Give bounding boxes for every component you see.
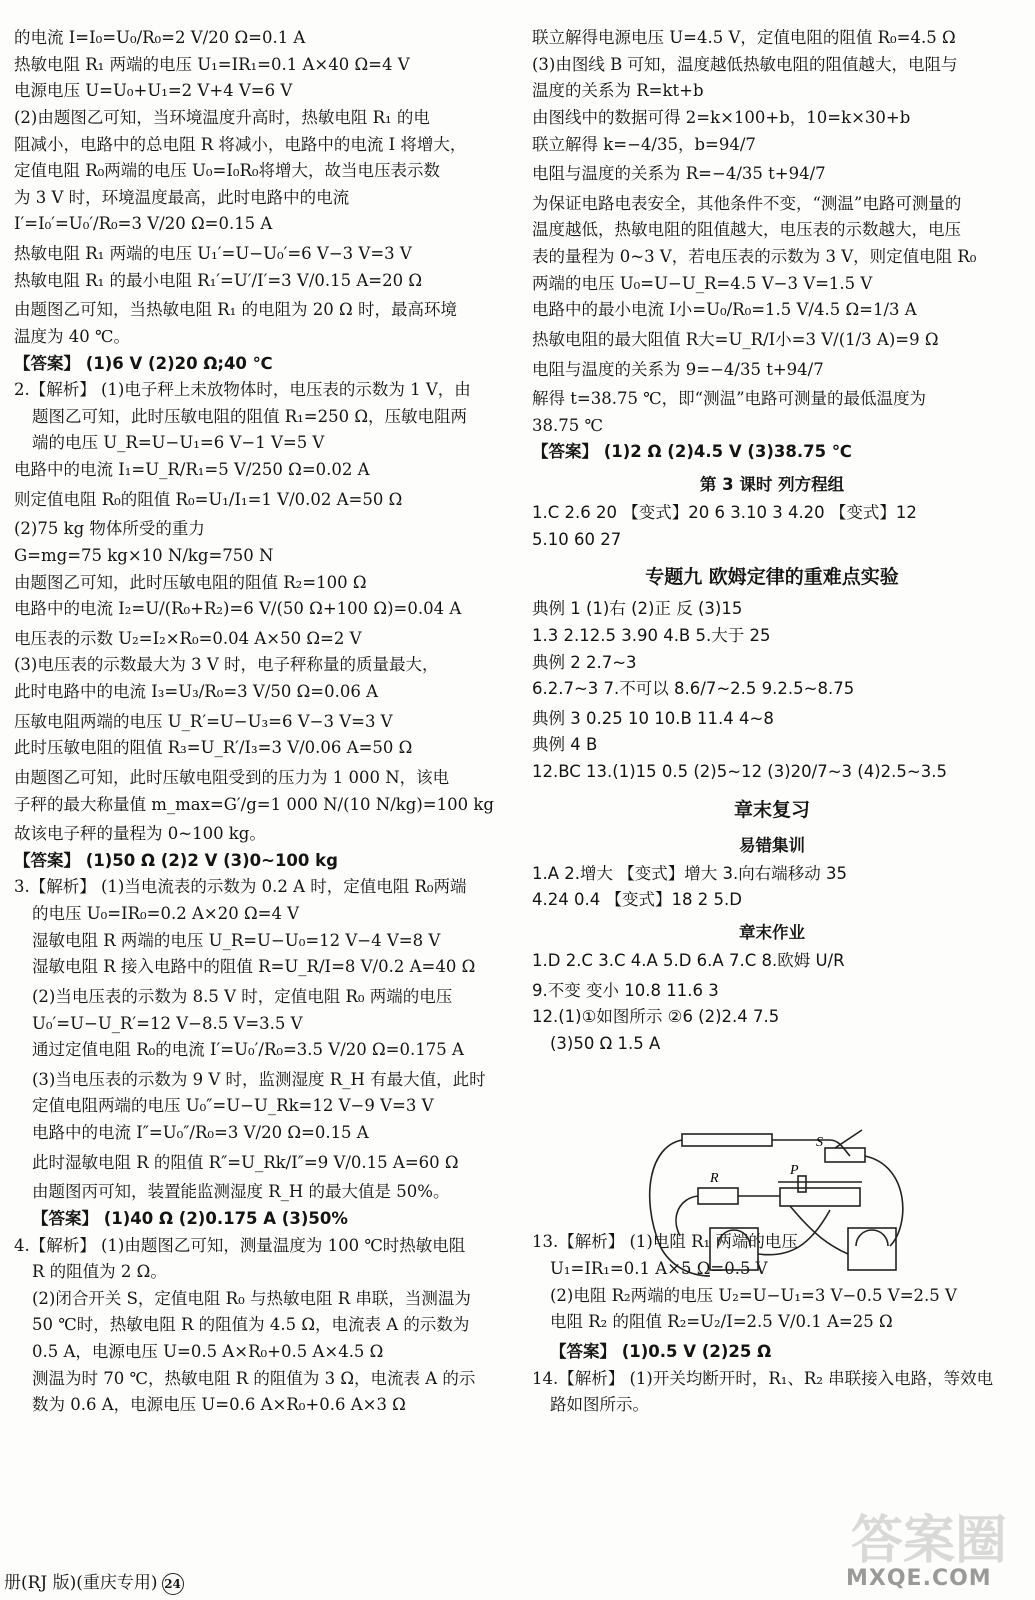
section-heading: 第 3 课时 列方程组 <box>699 475 845 494</box>
text-line: (2)由题图乙可知，当环境温度升高时，热敏电阻 R₁ 的电 <box>14 107 430 127</box>
question-line: 2.【解析】 (1)电子秤上未放物体时，电压表的示数为 1 V，由 <box>14 380 471 400</box>
answer-line: 【答案】 (1)40 Ω (2)0.175 A (3)50% <box>32 1208 348 1228</box>
text-line: 0.5 A，电源电压 U=0.5 A×R₀+0.5 A×4.5 Ω <box>32 1342 384 1361</box>
text-line: 湿敏电阻 R 两端的电压 U_R=U−U₀=12 V−4 V=8 V <box>32 930 441 950</box>
text-line: 温度为 40 ℃。 <box>14 326 130 346</box>
text-line: 由题图乙可知，当热敏电阻 R₁ 的电阻为 20 Ω 时，最高环境 <box>14 300 457 320</box>
subsection-heading: 章末作业 <box>739 922 805 942</box>
circuit-figure <box>640 1126 920 1286</box>
text-line: 热敏电阻 R₁ 两端的电压 U₁′=U−U₀′=6 V−3 V=3 V <box>14 244 412 263</box>
text-line: 子秤的最大称量值 m_max=G′/g=1 000 N/(10 N/kg)=100 kg <box>14 794 494 814</box>
text-line: 电路中的最小电流 I小=U₀/R₀=1.5 V/4.5 Ω=1/3 A <box>532 300 917 320</box>
subsection-heading: 易错集训 <box>739 835 805 855</box>
text-line: 湿敏电阻 R 接入电路中的阻值 R=U_R/I=8 V/0.2 A=40 Ω <box>32 957 476 977</box>
text-line: 此时湿敏电阻 R 的阻值 R″=U_Rk/I″=9 V/0.15 A=60 Ω <box>32 1152 459 1172</box>
text-line: U₁=IR₁=0.1 A×5 Ω=0.5 V <box>550 1259 768 1278</box>
slider-label: P <box>790 1163 799 1178</box>
answer-key-line: 1.D 2.C 3.C 4.A 5.D 6.A 7.C 8.欧姆 U/R <box>532 950 845 970</box>
text-line: 电阻与温度的关系为 9=−4/35 t+94/7 <box>532 359 824 379</box>
resistor-label: R <box>710 1171 719 1186</box>
answer-key-line: 5.10 60 27 <box>532 529 622 549</box>
text-line: 温度越低，热敏电阻的阻值越大，电压表的示数越大，电压 <box>532 220 961 240</box>
text-line: I′=I₀′=U₀′/R₀=3 V/20 Ω=0.15 A <box>14 214 273 234</box>
text-line: 数为 0.6 A，电源电压 U=0.6 A×R₀+0.6 A×3 Ω <box>32 1395 406 1415</box>
wire <box>758 1210 830 1255</box>
answer-key-line: 典例 1 (1)右 (2)正 反 (3)15 <box>532 599 743 619</box>
text-line: 此时电路中的电流 I₃=U₃/R₀=3 V/50 Ω=0.06 A <box>14 682 379 701</box>
answer-key-line: 9.不变 变小 10.8 11.6 3 <box>532 980 719 1000</box>
text-line: R 的阻值为 2 Ω。 <box>32 1262 167 1282</box>
text-line: 的电流 I=I₀=U₀/R₀=2 V/20 Ω=0.1 A <box>14 28 306 47</box>
text-line: 通过定值电阻 R₀的电流 I′=U₀′/R₀=3.5 V/20 Ω=0.175 A <box>32 1040 464 1060</box>
text-line: 此时压敏电阻的阻值 R₃=U_R′/I₃=3 V/0.06 A=50 Ω <box>14 738 413 758</box>
text-line: 阻减小，电路中的总电阻 R 将减小，电路中的电流 I 将增大， <box>14 134 467 154</box>
text-line: 表的量程为 0~3 V，若电压表的示数为 3 V，则定值电阻 R₀ <box>532 247 977 266</box>
answer-key-line: 1.A 2.增大 【变式】增大 3.向右端移动 35 <box>532 863 847 883</box>
text-line: 的电压 U₀=IR₀=0.2 A×20 Ω=4 V <box>32 904 300 923</box>
text-line: 则定值电阻 R₀的阻值 R₀=U₁/I₁=1 V/0.02 A=50 Ω <box>14 489 403 509</box>
text-line: 为 3 V 时，环境温度最高，此时电路中的电流 <box>14 187 350 207</box>
text-line: (2)当电压表的示数为 8.5 V 时，定值电阻 R₀ 两端的电压 <box>32 986 453 1006</box>
text-line: 路如图所示。 <box>550 1395 649 1415</box>
section-heading: 章末复习 <box>733 798 810 821</box>
answer-key-line: 12.BC 13.(1)15 0.5 (2)5~12 (3)20/7~3 (4)2.5~3.5 <box>532 762 947 781</box>
text-line: 温度的关系为 R=kt+b <box>532 81 704 101</box>
answer-line: 【答案】 (1)50 Ω (2)2 V (3)0~100 kg <box>14 850 338 870</box>
answer-key-line: (3)50 Ω 1.5 A <box>550 1033 661 1053</box>
text-line: 两端的电压 U₀=U−U_R=4.5 V−3 V=1.5 V <box>532 273 873 293</box>
section-heading: 专题九 欧姆定律的重难点实验 <box>645 566 899 589</box>
left-column <box>14 28 509 1422</box>
text-line: 电阻 R₂ 的阻值 R₂=U₂/I=2.5 V/0.1 A=25 Ω <box>550 1312 893 1332</box>
question-line: 14.【解析】 (1)开关均断开时，R₁、R₂ 串联接入电路，等效电 <box>532 1368 994 1388</box>
text-line: 电路中的电流 I″=U₀″/R₀=3 V/20 Ω=0.15 A <box>32 1123 369 1142</box>
question-line: 13.【解析】 (1)电阻 R₁ 两端的电压 <box>532 1232 798 1252</box>
page-number: 24 <box>162 1573 184 1595</box>
watermark-url: MXQE.COM <box>846 1566 992 1591</box>
ammeter <box>710 1228 758 1270</box>
text-line: 定值电阻 R₀两端的电压 U₀=I₀R₀将增大，故当电压表示数 <box>14 161 441 181</box>
answer-key-line: 典例 4 B <box>532 735 598 755</box>
rheostat <box>780 1188 860 1206</box>
text-line: 故该电子秤的量程为 0~100 kg。 <box>14 824 266 844</box>
text-line: (2)闭合开关 S，定值电阻 R₀ 与热敏电阻 R 串联，当测温为 <box>32 1288 471 1308</box>
text-line: U₀′=U−U_R′=12 V−8.5 V=3.5 V <box>32 1013 303 1033</box>
text-line: 解得 t=38.75 ℃，即“测温”电路可测量的最低温度为 <box>532 389 927 409</box>
text-line: 38.75 ℃ <box>532 415 603 435</box>
voltmeter <box>848 1228 896 1270</box>
answer-key-line: 6.2.7~3 7.不可以 8.6/7~2.5 9.2.5~8.75 <box>532 679 855 699</box>
text-line: 热敏电阻 R₁ 的最小电阻 R₁′=U′/I′=3 V/0.15 A=20 Ω <box>14 270 423 290</box>
switch-label: S <box>816 1135 823 1150</box>
answer-key-line: 1.3 2.12.5 3.90 4.B 5.大于 25 <box>532 625 771 645</box>
text-line: 电压表的示数 U₂=I₂×R₀=0.04 A×50 Ω=2 V <box>14 628 362 648</box>
text-line: 热敏电阻 R₁ 两端的电压 U₁=IR₁=0.1 A×40 Ω=4 V <box>14 54 410 74</box>
text-line: 电阻与温度的关系为 R=−4/35 t+94/7 <box>532 164 826 184</box>
question-line: 4.【解析】 (1)由题图乙可知，测量温度为 100 ℃时热敏电阻 <box>14 1235 466 1255</box>
text-line: 联立解得电源电压 U=4.5 V，定值电阻的阻值 R₀=4.5 Ω <box>532 28 956 47</box>
text-line: 热敏电阻的最大阻值 R大=U_R/I小=3 V/(1/3 A)=9 Ω <box>532 329 939 349</box>
resistor-r <box>698 1188 738 1204</box>
answer-key-line: 典例 3 0.25 10 10.B 11.4 4~8 <box>532 708 774 728</box>
answer-key-line: 4.24 0.4 【变式】18 2 5.D <box>532 890 742 910</box>
battery-pack <box>682 1134 772 1146</box>
text-line: 50 ℃时，热敏电阻 R 的阻值为 4.5 Ω，电流表 A 的示数为 <box>32 1315 470 1335</box>
text-line: 为保证电路电表安全，其他条件不变，“测温”电路可测量的 <box>532 193 962 213</box>
watermark-text: 答案圈 <box>851 1511 1008 1571</box>
text-line: (2)电阻 R₂两端的电压 U₂=U−U₁=3 V−0.5 V=2.5 V <box>550 1285 957 1305</box>
page-footer <box>4 1568 184 1595</box>
rheostat-slider <box>798 1176 806 1192</box>
text-line: 由题图乙可知，此时压敏电阻的阻值 R₂=100 Ω <box>14 572 367 592</box>
question-line: 3.【解析】 (1)当电流表的示数为 0.2 A 时，定值电阻 R₀两端 <box>14 877 467 897</box>
answer-line: 【答案】 (1)2 Ω (2)4.5 V (3)38.75 ℃ <box>532 442 852 462</box>
text-line: (3)由图线 B 可知，温度越低热敏电阻的阻值越大，电阻与 <box>532 54 958 74</box>
text-line: 由题图乙可知，此时压敏电阻受到的压力为 1 000 N，该电 <box>14 767 450 787</box>
text-line: 定值电阻两端的电压 U₀″=U−U_Rk=12 V−9 V=3 V <box>32 1096 434 1116</box>
text-line: 电源电压 U=U₀+U₁=2 V+4 V=6 V <box>14 81 293 101</box>
answer-line: 【答案】 (1)0.5 V (2)25 Ω <box>550 1341 772 1361</box>
text-line: 题图乙可知，此时压敏电阻的阻值 R₁=250 Ω，压敏电阻两 <box>32 406 468 426</box>
ammeter-dial <box>718 1230 750 1246</box>
text-line: 电路中的电流 I₂=U/(R₀+R₂)=6 V/(50 Ω+100 Ω)=0.04 A <box>14 599 462 619</box>
text-line: G=mg=75 kg×10 N/kg=750 N <box>14 545 274 565</box>
switch-lever <box>835 1130 862 1148</box>
answer-key-line: 12.(1)①如图所示 ②6 (2)2.4 7.5 <box>532 1007 780 1027</box>
text-line: (2)75 kg 物体所受的重力 <box>14 519 205 539</box>
answer-line: 【答案】 (1)6 V (2)20 Ω;40 ℃ <box>14 353 273 373</box>
text-line: 测温为时 70 ℃，热敏电阻 R 的阻值为 3 Ω，电流表 A 的示 <box>32 1368 476 1388</box>
wire <box>865 1156 903 1246</box>
answer-key-line: 典例 2 2.7~3 <box>532 652 637 672</box>
text-line: 由图线中的数据可得 2=k×100+b，10=k×30+b <box>532 107 911 127</box>
text-line: 压敏电阻两端的电压 U_R′=U−U₃=6 V−3 V=3 V <box>14 711 393 731</box>
wire <box>676 1196 698 1236</box>
text-line: (3)当电压表的示数为 9 V 时，监测湿度 R_H 有最大值，此时 <box>32 1069 486 1089</box>
text-line: 端的电压 U_R=U−U₁=6 V−1 V=5 V <box>32 433 325 453</box>
answer-key-line: 1.C 2.6 20 【变式】20 6 3.10 3 4.20 【变式】12 <box>532 503 917 522</box>
voltmeter-dial <box>856 1230 888 1246</box>
text-line: 由题图丙可知，装置能监测湿度 R_H 的最大值是 50%。 <box>32 1182 450 1202</box>
footer-text: 册(RJ 版)(重庆专用) <box>4 1573 158 1593</box>
text-line: 联立解得 k=−4/35，b=94/7 <box>532 134 756 154</box>
text-line: (3)电压表的示数最大为 3 V 时，电子秤称量的质量最大， <box>14 655 439 675</box>
text-line: 电路中的电流 I₁=U_R/R₁=5 V/250 Ω=0.02 A <box>14 460 370 479</box>
